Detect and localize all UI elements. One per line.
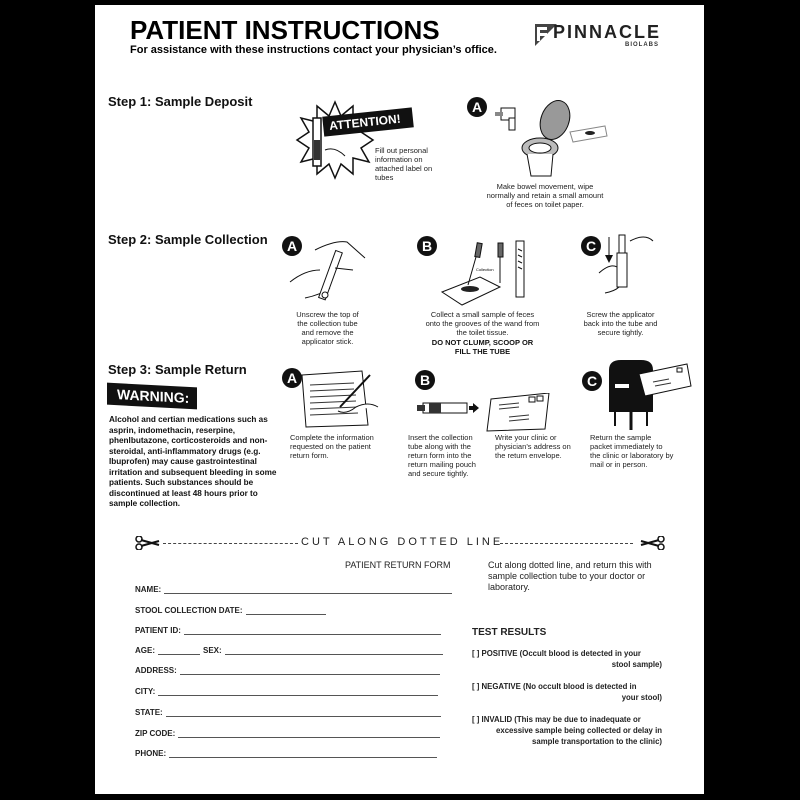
- step3-b-caption: Insert the collection tube along with the return form into the return mailing pouch and secure tightly.: [408, 433, 476, 478]
- stool-date-field[interactable]: [135, 606, 326, 615]
- step3-b-caption2: Write your clinic or physician’s address on the return envelope.: [495, 433, 571, 460]
- return-form-title: PATIENT RETURN FORM: [345, 560, 451, 570]
- attention-caption: Fill out personal information on attached label on tubes: [375, 146, 433, 182]
- step2-badge-c: C: [581, 236, 601, 256]
- step3-c-caption: Return the sample packet immediately to the clinic or laboratory by mail or in person.: [590, 433, 674, 469]
- result-invalid[interactable]: [472, 714, 662, 747]
- invalid-checkbox[interactable]: [ ]: [472, 715, 480, 724]
- test-results-title: TEST RESULTS: [472, 627, 547, 638]
- collection-wand-icon: [440, 237, 540, 309]
- phone-field[interactable]: [135, 749, 437, 758]
- dotted-line-left: [163, 543, 298, 544]
- step1-a-caption: Make bowel movement, wipe normally and retain a small amount of feces on toilet paper.: [486, 182, 604, 209]
- invalid-label: INVALID (This may be due to inadequate or: [481, 715, 641, 724]
- scissors-right-icon: [639, 536, 665, 550]
- warning-banner: WARNING:: [107, 383, 197, 410]
- step3-badge-c: C: [582, 371, 602, 391]
- zip-input-line[interactable]: [178, 729, 440, 738]
- step2-badge-a: A: [282, 236, 302, 256]
- step1-heading: Step 1: Sample Deposit: [108, 94, 253, 109]
- sex-label: SEX:: [203, 646, 222, 655]
- name-field[interactable]: [135, 585, 452, 594]
- positive-checkbox[interactable]: [ ]: [472, 649, 480, 658]
- negative-checkbox[interactable]: [ ]: [472, 682, 480, 691]
- step3-badge-b: B: [415, 370, 435, 390]
- patient-id-label: PATIENT ID:: [135, 626, 181, 635]
- negative-label-cont: your stool): [621, 693, 662, 702]
- patient-id-field[interactable]: [135, 626, 441, 635]
- city-label: CITY:: [135, 687, 156, 696]
- instruction-sheet: [95, 5, 704, 794]
- return-form-note: Cut along dotted line, and return this with sample collection tube to your doctor or laboratory.: [488, 560, 652, 592]
- name-input-line[interactable]: [164, 585, 452, 594]
- step2-badge-b: B: [417, 236, 437, 256]
- writing-form-icon: [300, 367, 380, 429]
- cut-along-dotted-line: [135, 536, 665, 550]
- logo-sub: BIOLABS: [625, 42, 659, 48]
- step2-a-caption: Unscrew the top of the collection tube and remove the applicator stick.: [296, 310, 359, 346]
- step2-c-caption: Screw the applicator back into the tube and secure tightly.: [583, 310, 658, 337]
- invalid-label-cont: excessive sample being collected or delay in sample transportation to the clinic): [496, 726, 662, 746]
- mailbox-icon: [607, 360, 692, 430]
- state-input-line[interactable]: [166, 708, 441, 717]
- phone-label: PHONE:: [135, 749, 167, 758]
- step2-b-warning: DO NOT CLUMP, SCOOP OR FILL THE TUBE: [431, 338, 534, 356]
- toilet-icon: [495, 100, 615, 180]
- stool-date-input-line[interactable]: [246, 606, 326, 615]
- result-positive[interactable]: [472, 648, 662, 670]
- stool-date-label: STOOL COLLECTION DATE:: [135, 606, 243, 615]
- logo-brand: PINNACLE: [553, 22, 662, 42]
- age-sex-field[interactable]: [135, 646, 443, 655]
- step3-a-caption: Complete the information requested on the patient return form.: [290, 433, 374, 460]
- positive-label: POSITIVE (Occult blood is detected in your: [481, 649, 641, 658]
- step2-heading: Step 2: Sample Collection: [108, 232, 268, 247]
- unscrew-tube-icon: [285, 240, 380, 305]
- name-label: NAME:: [135, 585, 162, 594]
- page-subtitle: For assistance with these instructions contact your physician’s office.: [130, 44, 497, 56]
- age-label: AGE:: [135, 646, 155, 655]
- step3-heading: Step 3: Sample Return: [108, 362, 247, 377]
- dotted-line-right: [500, 543, 633, 544]
- age-input-line[interactable]: [158, 646, 200, 655]
- pinnacle-biolabs-logo: [535, 22, 665, 52]
- sex-input-line[interactable]: [225, 646, 443, 655]
- step2-b-caption: Collect a small sample of feces onto the grooves of the wand from the toilet tissue.: [425, 310, 540, 337]
- step3-badge-a: A: [282, 368, 302, 388]
- city-input-line[interactable]: [158, 687, 438, 696]
- warning-text: Alcohol and certian medications such as asprin, indomethacin, reserpine, phenlbutazone, corticosteroids and non-steroidal, anti-inflammatory drugs (e.g. Ibuprofen) may cause gastrointestinal irritation and subsequent bleeding in some patients. Such substances should be discontinued at least 48 hours prior to sample collection.: [109, 415, 277, 508]
- scissors-left-icon: [135, 536, 161, 550]
- result-negative[interactable]: [472, 681, 662, 703]
- address-label: ADDRESS:: [135, 666, 177, 675]
- attention-banner: ATTENTION!: [322, 107, 414, 136]
- negative-label: NEGATIVE (No occult blood is detected in: [481, 682, 637, 691]
- tube-envelope-icon: [413, 393, 553, 433]
- city-field[interactable]: [135, 687, 438, 696]
- zip-label: ZIP CODE:: [135, 729, 176, 738]
- phone-input-line[interactable]: [169, 749, 437, 758]
- collection-grooves-label: Collection: [476, 267, 494, 272]
- state-label: STATE:: [135, 708, 163, 717]
- state-field[interactable]: [135, 708, 441, 717]
- cut-label: CUT ALONG DOTTED LINE: [298, 536, 506, 548]
- screw-applicator-icon: [595, 233, 655, 303]
- zip-field[interactable]: [135, 729, 440, 738]
- positive-label-cont: stool sample): [611, 660, 662, 669]
- address-input-line[interactable]: [180, 666, 440, 675]
- address-field[interactable]: [135, 666, 440, 675]
- step1-badge-a: A: [467, 97, 487, 117]
- patient-id-input-line[interactable]: [184, 626, 441, 635]
- page-title: PATIENT INSTRUCTIONS: [130, 15, 440, 45]
